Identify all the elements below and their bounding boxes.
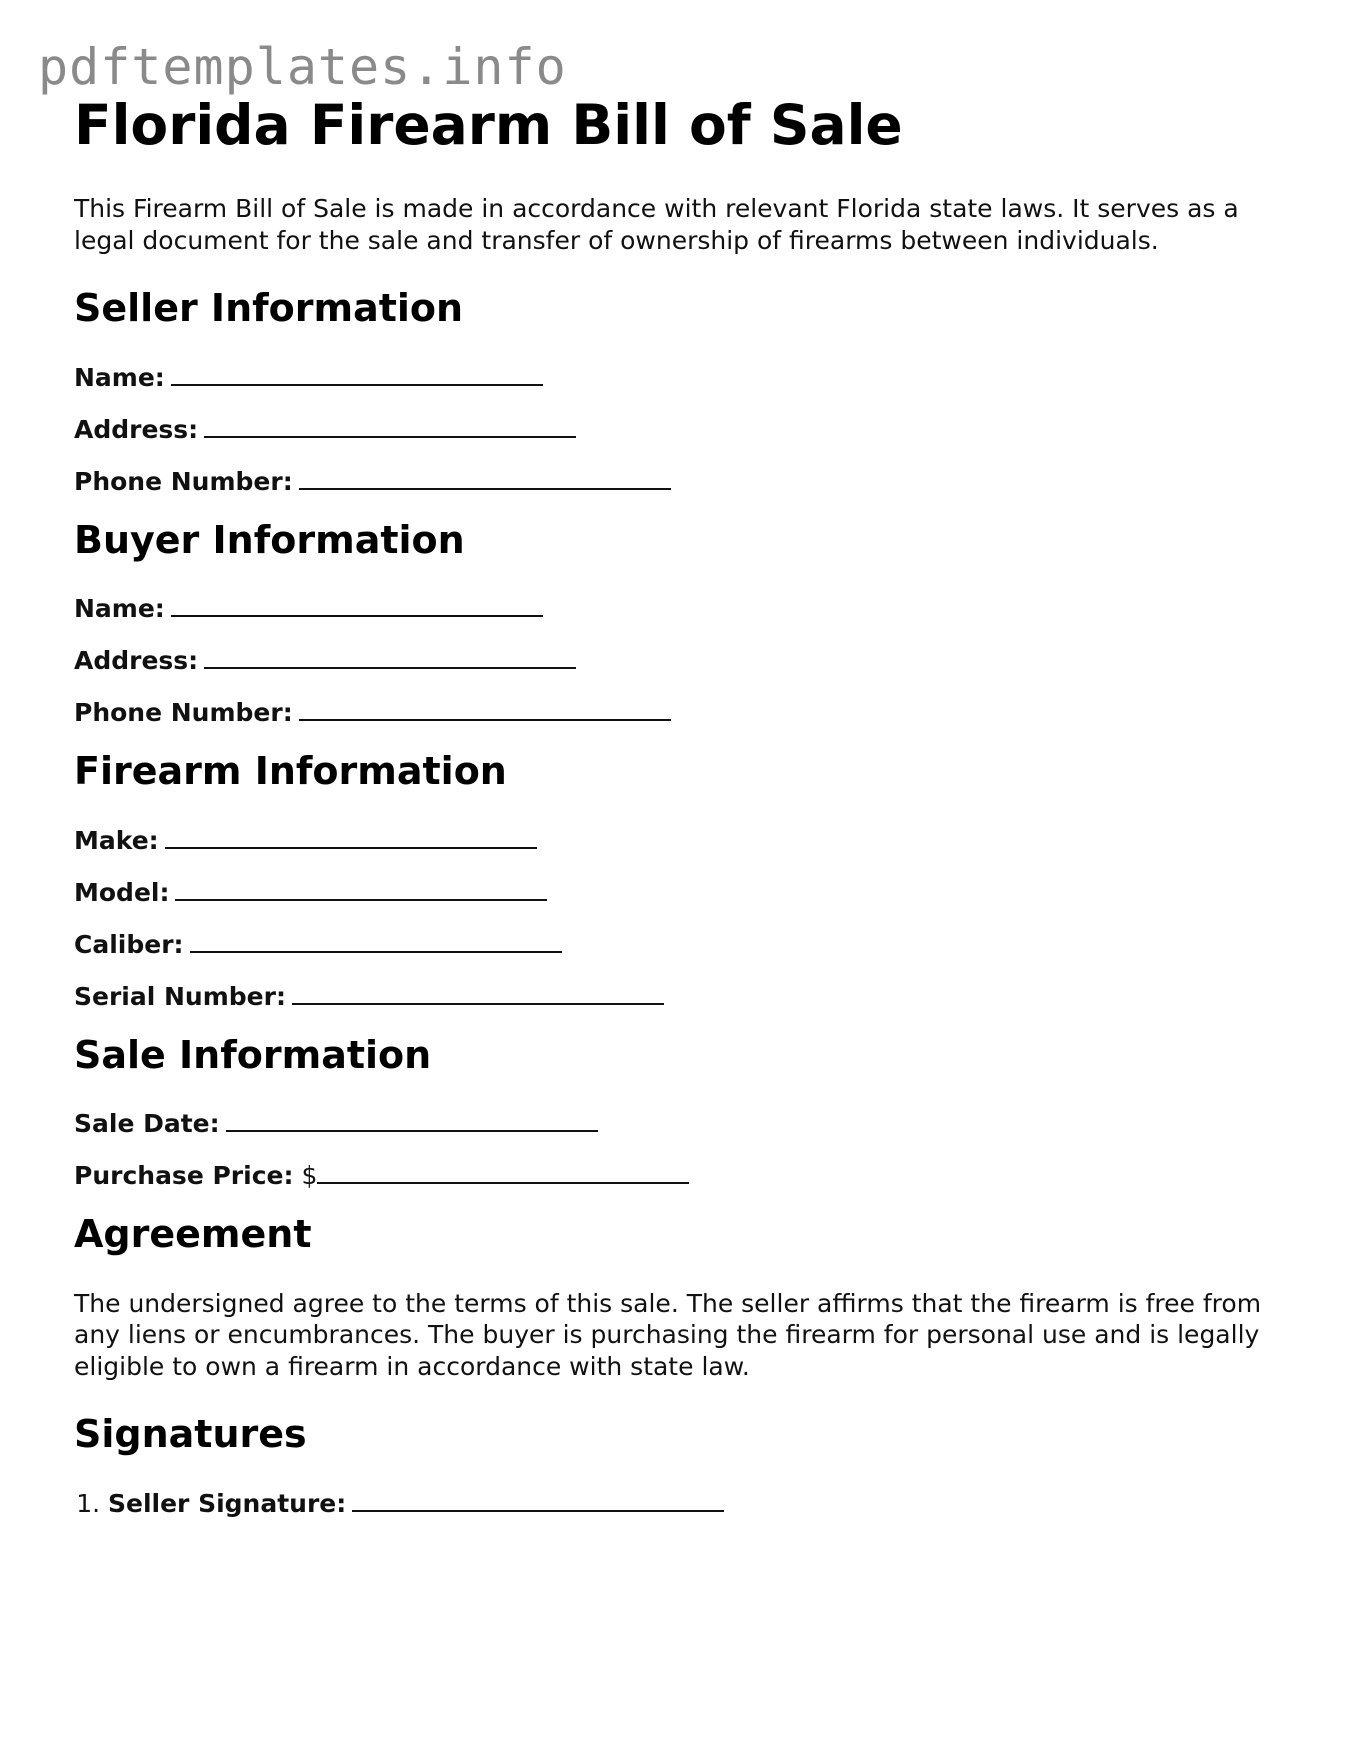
firearm-serial-field bbox=[74, 981, 1274, 1011]
seller-signature-item bbox=[108, 1488, 1274, 1519]
intro-paragraph: This Firearm Bill of Sale is made in accordance with relevant Florida state laws. It serves as a legal document for the sale and transfer of ownership of firearms between individuals. bbox=[74, 194, 1239, 255]
firearm-model-label: Model: bbox=[74, 877, 170, 907]
firearm-caliber-blank[interactable] bbox=[190, 929, 562, 953]
firearm-make-label: Make: bbox=[74, 825, 159, 855]
signatures-heading: Signatures bbox=[74, 1412, 307, 1457]
buyer-heading: Buyer Information bbox=[74, 517, 465, 562]
watermark: pdftemplates.info bbox=[38, 38, 567, 96]
buyer-address-field bbox=[74, 645, 1274, 675]
sale-heading: Sale Information bbox=[74, 1032, 432, 1077]
buyer-address-label: Address: bbox=[74, 646, 199, 676]
signatures-list bbox=[74, 1488, 1274, 1519]
agreement-heading: Agreement bbox=[74, 1212, 312, 1257]
firearm-model-field bbox=[74, 877, 1274, 907]
page-title: Florida Firearm Bill of Sale bbox=[74, 93, 903, 157]
purchase-price-label: Purchase Price: bbox=[74, 1161, 294, 1191]
seller-name-label: Name: bbox=[74, 362, 165, 392]
firearm-heading: Firearm Information bbox=[74, 749, 507, 794]
buyer-phone-blank[interactable] bbox=[299, 697, 671, 721]
firearm-make-blank[interactable] bbox=[165, 825, 537, 849]
seller-name-blank[interactable] bbox=[171, 362, 543, 386]
seller-address-blank[interactable] bbox=[204, 414, 576, 438]
firearm-caliber-field bbox=[74, 929, 1274, 959]
buyer-name-label: Name: bbox=[74, 594, 165, 624]
seller-signature-blank[interactable] bbox=[352, 1488, 724, 1512]
seller-phone-field bbox=[74, 466, 1274, 496]
buyer-name-blank[interactable] bbox=[171, 593, 543, 617]
seller-phone-blank[interactable] bbox=[299, 466, 671, 490]
buyer-phone-label: Phone Number: bbox=[74, 698, 293, 728]
firearm-caliber-label: Caliber: bbox=[74, 929, 184, 959]
firearm-model-blank[interactable] bbox=[175, 877, 547, 901]
sale-date-field bbox=[74, 1108, 1274, 1138]
seller-heading: Seller Information bbox=[74, 286, 464, 330]
seller-signature-label: Seller Signature: bbox=[108, 1489, 347, 1519]
agreement-paragraph: The undersigned agree to the terms of this sale. The seller affirms that the firearm is free from any liens or encumbrances. The buyer is purchasing the firearm for personal use and is legally eligible to own a firearm in accordance with state law. bbox=[74, 1288, 1262, 1381]
buyer-phone-field bbox=[74, 697, 1274, 727]
currency-symbol: $ bbox=[301, 1161, 318, 1191]
sale-date-blank[interactable] bbox=[226, 1108, 598, 1132]
firearm-serial-blank[interactable] bbox=[292, 981, 664, 1005]
seller-phone-label: Phone Number: bbox=[74, 466, 293, 496]
buyer-address-blank[interactable] bbox=[204, 645, 576, 669]
seller-name-field bbox=[74, 362, 1274, 392]
document-page bbox=[74, 92, 1274, 1519]
buyer-name-field bbox=[74, 593, 1274, 623]
sale-date-label: Sale Date: bbox=[74, 1109, 220, 1139]
firearm-make-field bbox=[74, 825, 1274, 855]
purchase-price-field bbox=[74, 1160, 1274, 1190]
seller-address-field bbox=[74, 414, 1274, 444]
purchase-price-blank[interactable] bbox=[317, 1160, 689, 1184]
seller-address-label: Address: bbox=[74, 414, 199, 444]
firearm-serial-label: Serial Number: bbox=[74, 981, 286, 1011]
